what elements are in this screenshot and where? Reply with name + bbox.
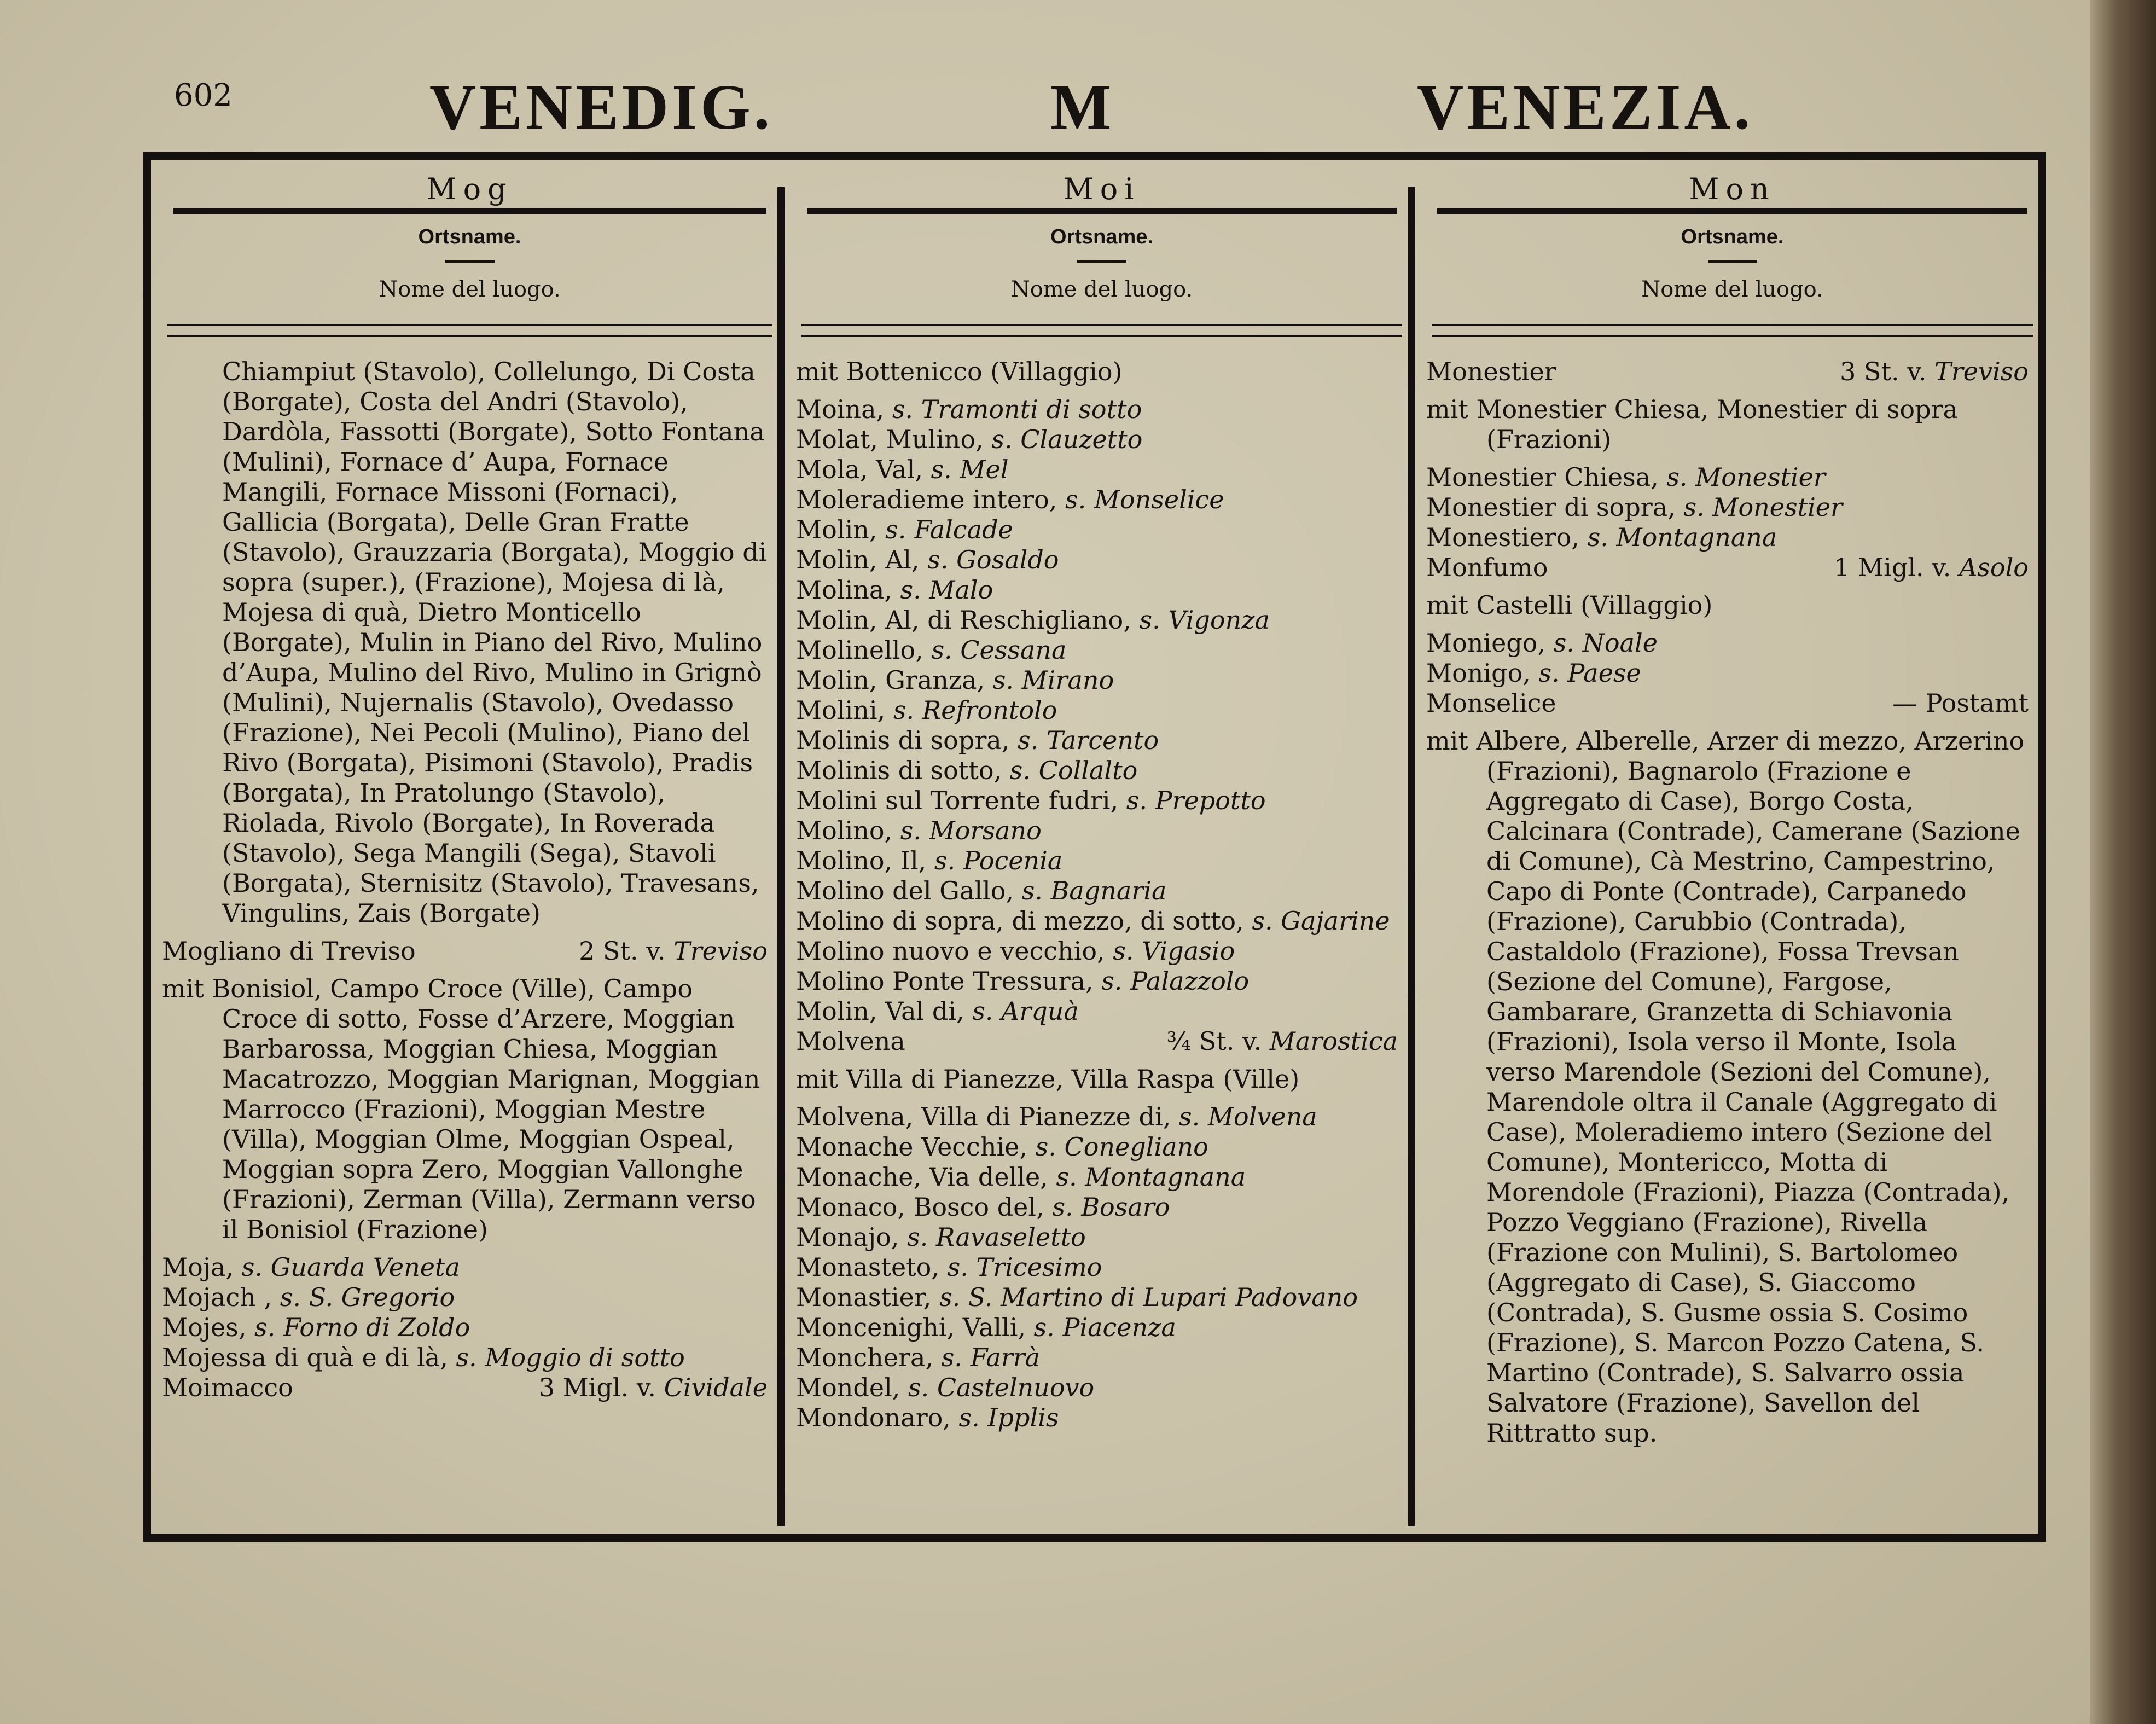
place-name: Mola, Val, [796, 455, 923, 484]
see-reference: Farrà [970, 1343, 1041, 1372]
see-reference: Bagnaria [1050, 876, 1167, 905]
column-divider [777, 187, 785, 1526]
gazetteer-entry [1426, 726, 2029, 1448]
gazetteer-entry [1426, 492, 2029, 523]
place-name: Molino, [796, 816, 893, 845]
place-name: Molinis di sotto, [796, 756, 1002, 785]
column-moi [785, 160, 1408, 1534]
see-reference: Collalto [1038, 756, 1138, 785]
see-mark: s. [900, 816, 922, 845]
divider [445, 260, 495, 263]
gazetteer-entry [162, 936, 768, 966]
place-name: Monasteto, [796, 1252, 939, 1282]
gazetteer-entry [162, 1373, 768, 1403]
see-mark: s. [1009, 756, 1031, 785]
distance-note [539, 1373, 768, 1403]
column-heading: Mon [1437, 172, 2027, 214]
section-letter: M [1050, 71, 1115, 143]
see-mark: s. [280, 1282, 301, 1312]
see-mark: s. [1683, 492, 1705, 522]
see-reference: Morsano [929, 816, 1042, 845]
gazetteer-entry [1426, 462, 2029, 492]
see-mark: s. [972, 996, 993, 1026]
gazetteer-entry [796, 786, 1398, 816]
entry-list [1426, 357, 2029, 1448]
distance-place: Cividale [664, 1373, 768, 1402]
gazetteer-entry [796, 1026, 1398, 1057]
see-reference: Forno di Zoldo [283, 1313, 470, 1342]
column-subheading [807, 225, 1397, 302]
entry-list [162, 357, 768, 1403]
place-name: Moncenighi, Valli, [796, 1313, 1026, 1342]
see-mark: s. [1139, 605, 1160, 635]
see-mark: s. [1113, 936, 1134, 966]
place-name: Monestier Chiesa, [1426, 462, 1659, 492]
distance-place: Marostica [1269, 1026, 1398, 1056]
gazetteer-table [143, 152, 2046, 1542]
gazetteer-entry [162, 1252, 768, 1282]
gazetteer-entry [796, 1282, 1398, 1313]
gazetteer-entry [796, 876, 1398, 906]
see-reference: Palazzolo [1130, 966, 1250, 996]
see-mark: s. [1065, 485, 1086, 514]
gazetteer-entry [796, 1132, 1398, 1162]
entry-text: Chiampiut (Stavolo), Collelungo, Di Costa (Borgate), Costa del Andri (Stavolo), Dardòla, Fassotti (Borgate), Sotto Fontana (Mulini), Fornace d’ Aupa, Fornace Mangili, Fornace Missoni (Fornaci), Gallicia (Borgata), Delle Gran Fratte (Stavolo), Grauzzaria (Borgata), Moggio di sopra (super.), (Frazione), Mojesa di là, Mojesa di quà, Dietro Monticello (Borgate), Mulin in Piano del Rivo, Mulino d’Aupa, Mulino del Rivo, Mulino in Grignò (Mulini), Nujernalis (Stavolo), Ovedasso (Frazione), Nei Pecoli (Mulino), Piano del Rivo (Borgata), Pisimoni (Stavolo), Pradis (Borgata), In Pratolungo (Stavolo), Riolada, Rivolo (Borgate), In Roverada (Stavolo), Sega Mangili (Sega), Stavoli (Borgata), Sternisitz (Stavolo), Travesans, Vingulins, Zais (Borgate) [222, 357, 767, 928]
see-mark: s. [1587, 523, 1608, 552]
see-reference: Ipplis [987, 1403, 1059, 1432]
place-name: Monastier, [796, 1282, 932, 1312]
place-name: Molvena [796, 1026, 905, 1056]
place-name: Molin, Granza, [796, 665, 985, 695]
see-reference: Piacenza [1062, 1313, 1176, 1342]
gazetteer-entry [1426, 357, 2029, 387]
see-reference: Montagnana [1616, 523, 1777, 552]
see-mark: s. [1252, 906, 1273, 936]
distance-note [1840, 357, 2029, 387]
place-name: Molvena, Villa di Pianezze di, [796, 1102, 1171, 1131]
place-name: Monaco, Bosco del, [796, 1192, 1044, 1222]
see-reference: Tricesimo [976, 1252, 1102, 1282]
see-mark: s. [934, 846, 956, 875]
place-name: Monache Vecchie, [796, 1132, 1028, 1162]
place-name: Moja, [162, 1252, 234, 1282]
see-mark: s. [991, 425, 1013, 454]
see-reference: Cessana [960, 635, 1067, 665]
see-mark: s. [908, 1373, 929, 1402]
gazetteer-entry [796, 966, 1398, 996]
see-mark: s. [1021, 876, 1043, 905]
gazetteer-entry [1426, 590, 2029, 620]
see-reference: Mirano [1021, 665, 1114, 695]
label-ortsname: Ortsname. [418, 225, 521, 248]
divider [1077, 260, 1126, 263]
place-name: Molat, Mulino, [796, 425, 984, 454]
see-reference: Monselice [1094, 485, 1224, 514]
gazetteer-entry [796, 695, 1398, 725]
gazetteer-entry [1426, 658, 2029, 688]
gazetteer-entry [796, 846, 1398, 876]
gazetteer-entry [796, 1403, 1398, 1433]
gazetteer-entry [796, 1162, 1398, 1192]
see-mark: s. [927, 545, 949, 574]
distance-note [1167, 1026, 1398, 1057]
see-mark: s. [958, 1403, 980, 1432]
gazetteer-entry [796, 357, 1398, 387]
header-double-rule [1432, 324, 2033, 337]
gazetteer-entry [162, 974, 768, 1245]
entry-text: mit Albere, Alberelle, Arzer di mezzo, Arzerino (Frazioni), Bagnarolo (Frazione e Aggregato di Case), Borgo Costa, Calcinara (Contrade), Camerane (Sazione di Comune), Cà Mestrino, Campestrino, Capo di Ponte (Contrade), Carpanedo (Frazione), Carubbio (Contrada), Castaldolo (Frazione), Fossa Trevsan (Sezione del Comune), Fargose, Gambarare, Granzetta di Schiavonia (Frazioni), Isola verso il Monte, Isola verso Marendole (Sezioni del Comune), Marendole oltra il Canale (Aggregato di Case), Moleradiemo intero (Sezione del Comune), Montericco, Motta di Morendole (Frazioni), Piazza (Contrada), Pozzo Veggiano (Frazione), Rivella (Frazione con Mulini), S. Bartolomeo (Aggregato di Case), S. Giaccomo (Contrada), S. Gusme ossia S. Cosimo (Frazione), S. Marcon Pozzo Catena, S. Martino (Contrade), S. Salvarro ossia Salvatore (Frazione), Savellon del Rittratto sup. [1426, 726, 2025, 1448]
see-mark: s. [992, 665, 1014, 695]
place-name: Mondonaro, [796, 1403, 951, 1432]
gazetteer-entry [796, 1373, 1398, 1403]
gazetteer-entry [796, 515, 1398, 545]
see-mark: s. [885, 515, 906, 544]
place-name: Mogliano di Treviso [162, 936, 416, 966]
gazetteer-entry [796, 936, 1398, 966]
gazetteer-entry [796, 1064, 1398, 1094]
place-name: Molino di sopra, di mezzo, di sotto, [796, 906, 1244, 936]
label-ortsname: Ortsname. [1050, 225, 1153, 248]
place-name: Monestier [1426, 357, 1556, 386]
see-reference: Monestier [1712, 492, 1843, 522]
see-reference: Malo [929, 575, 993, 605]
place-name: Molino Ponte Tressura, [796, 966, 1094, 996]
gazetteer-entry [796, 1192, 1398, 1222]
label-nome-del-luogo: Nome del luogo. [1010, 277, 1193, 302]
see-mark: s. [1179, 1102, 1200, 1131]
see-reference: Guarda Veneta [270, 1252, 460, 1282]
distance-place: Treviso [673, 936, 768, 966]
see-mark: s. [1666, 462, 1688, 492]
gazetteer-entry [796, 996, 1398, 1026]
see-reference: Falcade [914, 515, 1013, 544]
see-reference: Molvena [1207, 1102, 1317, 1131]
distance-value: ¾ St. v. [1166, 1026, 1262, 1056]
see-mark: s. [1553, 628, 1574, 658]
distance-place: Asolo [1959, 553, 2029, 582]
place-name: Monigo, [1426, 658, 1531, 688]
see-reference: Arquà [1001, 996, 1079, 1026]
see-mark: s. [931, 455, 952, 484]
column-mon [1415, 160, 2038, 1534]
place-name: Mojach , [162, 1282, 272, 1312]
gazetteer-entry [796, 725, 1398, 756]
see-reference: Bosaro [1081, 1192, 1170, 1222]
place-name: Mojes, [162, 1313, 247, 1342]
see-mark: s. [456, 1343, 477, 1372]
gazetteer-entry [796, 485, 1398, 515]
gazetteer-entry [796, 1222, 1398, 1252]
distance-value: — Postamt [1892, 688, 2029, 718]
see-mark: s. [941, 1343, 962, 1372]
place-name: Mojessa di quà e di là, [162, 1343, 448, 1372]
column-heading: Mog [173, 172, 766, 214]
see-mark: s. [900, 575, 921, 605]
gazetteer-entry [796, 1343, 1398, 1373]
see-mark: s. [1126, 786, 1147, 815]
place-name: Monache, Via delle, [796, 1162, 1048, 1192]
gazetteer-entry [796, 1252, 1398, 1282]
see-reference: S. Martino di Lupari Padovano [968, 1282, 1358, 1312]
see-reference: Monestier [1695, 462, 1826, 492]
see-reference: Mel [960, 455, 1009, 484]
see-reference: Prepotto [1155, 786, 1266, 815]
see-mark: s. [254, 1313, 276, 1342]
place-name: Moina, [796, 394, 885, 424]
distance-value: 1 Migl. v. [1834, 553, 1951, 582]
see-mark: s. [241, 1252, 263, 1282]
divider [1708, 260, 1757, 263]
place-name: Molino, Il, [796, 846, 927, 875]
see-mark: s. [1056, 1162, 1077, 1192]
place-name: Monchera, [796, 1343, 934, 1372]
gazetteer-entry [796, 394, 1398, 425]
gazetteer-entry [796, 425, 1398, 455]
header-double-rule [801, 324, 1402, 337]
gazetteer-entry [796, 635, 1398, 665]
distance-note [1834, 553, 2029, 583]
see-reference: Gajarine [1281, 906, 1390, 936]
distance-note [1892, 688, 2029, 718]
see-reference: Castelnuovo [937, 1373, 1095, 1402]
entry-text: mit Bonisiol, Campo Croce (Ville), Campo Croce di sotto, Fosse d’Arzere, Moggian Barbarossa, Moggian Chiesa, Moggian Macatrozzo, Moggian Marignan, Moggian Marrocco (Frazioni), Moggian Mestre (Villa), Moggian Olme, Moggian Ospeal, Moggian sopra Zero, Moggian Vallonghe (Frazioni), Zerman (Villa), Zermann verso il Bonisiol (Frazione) [162, 974, 760, 1244]
gazetteer-entry [796, 906, 1398, 936]
see-reference: Pocenia [963, 846, 1063, 875]
see-mark: s. [1033, 1313, 1055, 1342]
column-divider [1408, 187, 1415, 1526]
place-name: mit Bottenicco (Villaggio) [796, 357, 1123, 386]
place-name: mit Villa di Pianezze, Villa Raspa (Ville) [796, 1064, 1300, 1094]
see-reference: Tarcento [1046, 725, 1159, 755]
column-mog [151, 160, 777, 1534]
gazetteer-entry [796, 1313, 1398, 1343]
column-heading: Moi [807, 172, 1397, 214]
place-name: Molin, Al, di Reschigliano, [796, 605, 1131, 635]
gazetteer-entry [162, 1282, 768, 1313]
see-mark: s. [1035, 1132, 1056, 1162]
see-reference: Tramonti di sotto [921, 394, 1142, 424]
place-name: mit Castelli (Villaggio) [1426, 590, 1713, 620]
see-mark: s. [893, 695, 915, 725]
gazetteer-entry [162, 1313, 768, 1343]
place-name: Molin, Val di, [796, 996, 964, 1026]
see-reference: Noale [1582, 628, 1658, 658]
gazetteer-entry [796, 665, 1398, 695]
see-reference: Moggio di sotto [485, 1343, 685, 1372]
place-name: Moimacco [162, 1373, 293, 1402]
place-name: Molina, [796, 575, 892, 605]
place-name: Monajo, [796, 1222, 899, 1252]
see-reference: Ravaseletto [935, 1222, 1086, 1252]
gazetteer-entry [1426, 688, 2029, 718]
page-edge [2090, 0, 2156, 1724]
gazetteer-entry [796, 455, 1398, 485]
place-name: Molinis di sopra, [796, 725, 1010, 755]
place-name: Molinello, [796, 635, 923, 665]
title-german: VENEDIG. [429, 71, 774, 143]
place-name: Molini sul Torrente fudri, [796, 786, 1119, 815]
see-mark: s. [1017, 725, 1039, 755]
see-mark: s. [892, 394, 914, 424]
see-reference: Vigasio [1142, 936, 1235, 966]
column-subheading [1437, 225, 2027, 302]
see-mark: s. [1101, 966, 1123, 996]
see-reference: Gosaldo [956, 545, 1059, 574]
gazetteer-entry [162, 357, 768, 928]
gazetteer-entry [796, 605, 1398, 635]
gazetteer-entry [1426, 523, 2029, 553]
place-name: Molin, Al, [796, 545, 920, 574]
entry-list [796, 357, 1398, 1433]
page-number: 602 [174, 78, 233, 113]
title-italian: VENEZIA. [1417, 71, 1754, 143]
gazetteer-entry [796, 545, 1398, 575]
gazetteer-entry [796, 575, 1398, 605]
place-name: Monestiero, [1426, 523, 1579, 552]
place-name: Monfumo [1426, 553, 1548, 582]
gazetteer-entry [1426, 394, 2029, 455]
see-reference: Refrontolo [922, 695, 1057, 725]
label-nome-del-luogo: Nome del luogo. [379, 277, 561, 302]
place-name: Molin, [796, 515, 877, 544]
gazetteer-entry [796, 756, 1398, 786]
see-reference: Clauzetto [1020, 425, 1143, 454]
see-mark: s. [1052, 1192, 1073, 1222]
see-mark: s. [947, 1252, 968, 1282]
see-reference: Paese [1567, 658, 1641, 688]
distance-note [579, 936, 768, 966]
place-name: Molino nuovo e vecchio, [796, 936, 1105, 966]
place-name: Mondel, [796, 1373, 900, 1402]
label-nome-del-luogo: Nome del luogo. [1641, 277, 1823, 302]
gazetteer-entry [162, 1343, 768, 1373]
place-name: Monselice [1426, 688, 1556, 718]
see-mark: s. [939, 1282, 961, 1312]
distance-value: 3 St. v. [1840, 357, 1927, 386]
entry-text: mit Monestier Chiesa, Monestier di sopra (Frazioni) [1426, 394, 1958, 454]
distance-value: 3 Migl. v. [538, 1373, 656, 1402]
label-ortsname: Ortsname. [1681, 225, 1784, 248]
see-reference: S. Gregorio [309, 1282, 455, 1312]
see-reference: Conegliano [1064, 1132, 1208, 1162]
place-name: Moniego, [1426, 628, 1546, 658]
place-name: Moleradieme intero, [796, 485, 1057, 514]
see-reference: Montagnana [1085, 1162, 1246, 1192]
place-name: Monestier di sopra, [1426, 492, 1676, 522]
see-reference: Vigonza [1168, 605, 1270, 635]
header-double-rule [167, 324, 772, 337]
see-mark: s. [1538, 658, 1560, 688]
gazetteer-entry [1426, 553, 2029, 583]
place-name: Molino del Gallo, [796, 876, 1014, 905]
column-subheading [173, 225, 766, 302]
distance-place: Treviso [1934, 357, 2029, 386]
place-name: Molini, [796, 695, 886, 725]
gazetteer-entry [1426, 628, 2029, 658]
distance-value: 2 St. v. [579, 936, 666, 966]
gazetteer-entry [796, 816, 1398, 846]
gazetteer-entry [796, 1102, 1398, 1132]
see-mark: s. [907, 1222, 928, 1252]
see-mark: s. [931, 635, 952, 665]
